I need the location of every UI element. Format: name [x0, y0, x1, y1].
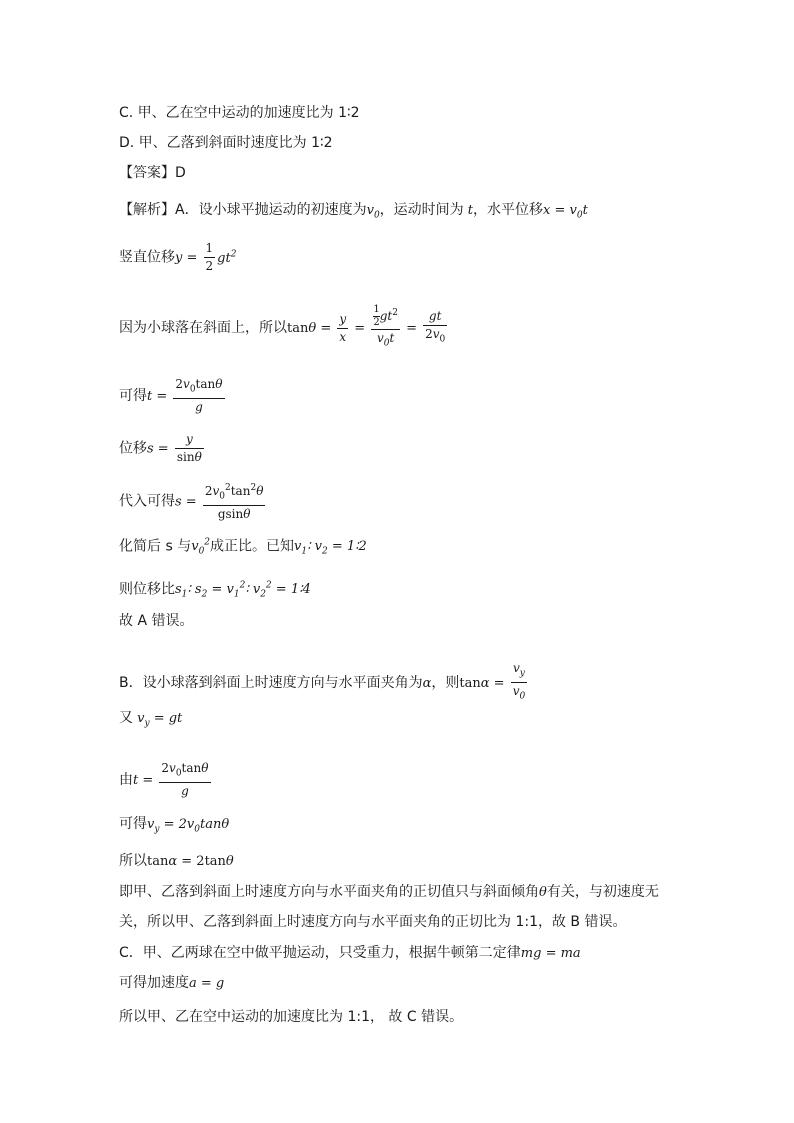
fraction-t: $\frac{2v_0\tan\theta}{g}$ [175, 377, 223, 415]
c-intro-line [119, 943, 581, 964]
b-conclusion-2-text: 关，所以甲、乙落到斜面上时速度方向与水平面夹角的正切比为 1:1，故 B 错误。 [119, 914, 627, 930]
formula-v0: $v_0$ [366, 203, 380, 221]
fraction-y-over-sin: $\frac{y}{\sin\theta}$ [176, 432, 202, 464]
b-conclusion-line-2 [119, 912, 626, 932]
fraction-gt-over-2v0: $\frac{gt}{2v_0}$ [425, 309, 446, 345]
formula-tan-ratio: tanα = 2tanθ [147, 854, 234, 869]
and-vy-text: 又 [119, 710, 133, 726]
answer-tag: 【答案】 [119, 165, 175, 181]
option-d-line [119, 133, 333, 153]
and-vy-line [119, 708, 182, 734]
b-then-text: ，则 [431, 674, 460, 691]
formula-vy-eq-gt: $v_y$ = gt [133, 711, 183, 729]
can-get-t-line [119, 376, 227, 416]
from-t-text: 由 [119, 772, 133, 789]
formula-t-eq-2: t = [133, 773, 158, 789]
simplify-text: 化简后 s 与 [119, 538, 192, 555]
formula-a-eq-g: a = g [189, 976, 225, 991]
fraction-complex: $\frac{1}{2}$ $gt^2$ $v_0t$ [373, 304, 398, 349]
c-conclusion-line [119, 1007, 463, 1027]
because-slope-line: 因为小球落在斜面上，所以tanθ = $\frac{y}{x}$ = $\frac{1}{2}$ $gt^2$ $v_0t$ = $\frac{gt}{2v_0}$ [119, 304, 449, 352]
can-get-t-text: 可得 [119, 388, 147, 405]
substitute-text: 代入可得 [119, 493, 175, 510]
fraction-half: $\frac{1}{2}$ [205, 241, 214, 273]
formula-tan-theta: tanθ = [287, 321, 336, 337]
formula-theta: θ [539, 885, 547, 900]
a-intro-text: A．设小球平抛运动的初速度为 [175, 202, 367, 218]
formula-s-eq-2: s = [175, 494, 201, 510]
formula-alpha: α [422, 675, 432, 691]
b-intro-line [119, 660, 529, 706]
formula-s-eq: s = [147, 441, 173, 457]
vertical-disp-line [119, 240, 236, 275]
from-t-line [119, 760, 213, 800]
displacement-line [119, 431, 206, 466]
formula-mg-eq-ma: mg = ma [520, 946, 581, 961]
analysis-a-intro-line [119, 200, 588, 226]
so-tan-line [119, 851, 234, 872]
formula-v-ratio: $v_1∶$ $v_2$ = 1∶2 [294, 539, 367, 557]
fraction-s: $\frac{2v_0^2\tan^2\theta}{gsin\theta}$ [203, 480, 266, 523]
c-intro-text: C．甲、乙两球在空中做平抛运动，只受重力，根据牛顿第二定律 [119, 945, 521, 961]
so-tan-text: 所以 [119, 853, 147, 869]
a-mid2-text: ，水平位移 [473, 202, 544, 218]
c-conclusion-text: 所以甲、乙在空中运动的加速度比为 1:1， 故 C 错误。 [119, 1009, 464, 1025]
vertical-disp-text: 竖直位移 [119, 249, 175, 266]
can-get-vy-text: 可得 [119, 816, 147, 832]
ratio-disp-line [119, 576, 311, 605]
option-c-text: C. 甲、乙在空中运动的加速度比为 1∶2 [119, 105, 360, 121]
fraction-y-over-x: $\frac{y}{x}$ [339, 311, 347, 344]
analysis-tag: 【解析】 [119, 202, 175, 218]
formula-gt2: $gt^2$ [217, 249, 237, 266]
answer-line [119, 163, 186, 183]
simplify-line [119, 533, 367, 562]
formula-t: t [463, 203, 474, 218]
b-intro-text: B．设小球落到斜面上时速度方向与水平面夹角为 [119, 674, 423, 691]
a-wrong-text: 故 A 错误。 [119, 613, 194, 629]
can-get-vy-line [119, 814, 229, 840]
b-conclusion-line-1 [119, 882, 659, 903]
formula-s-ratio: $s_1∶$ $s_2$ = $v_1^2∶$ $v_2^2$ = 1∶4 [175, 581, 311, 600]
formula-tan-alpha: tanα = [459, 675, 509, 691]
c-accel-line [119, 973, 224, 994]
formula-v0-squared: $v_0^2$ [191, 538, 211, 557]
formula-y-eq: y = [175, 250, 202, 266]
fraction-t-2: $\frac{2v_0\tan\theta}{g}$ [161, 761, 209, 799]
a-mid1-text: ，运动时间为 [379, 202, 464, 218]
substitute-line [119, 480, 267, 523]
option-d-text: D. 甲、乙落到斜面时速度比为 1∶2 [119, 135, 333, 151]
answer-value: D [175, 165, 186, 181]
fraction-vy-over-v0: $\frac{v_y}{v_0}$ [512, 661, 526, 702]
simplify-tail-text: 成正比。已知 [210, 538, 295, 555]
formula-vy-eq: $v_y = 2v_0\tan\theta$ [147, 817, 230, 835]
b-conclusion-1b-text: 有关，与初速度无 [546, 884, 659, 900]
formula-x-eq: $x = v_0t$ [543, 203, 588, 221]
a-wrong-line [119, 611, 193, 631]
formula-t-eq: t = [147, 389, 172, 405]
c-accel-text: 可得加速度 [119, 975, 189, 991]
displacement-text: 位移 [119, 440, 147, 457]
option-c-line [119, 103, 360, 123]
because-slope-text: 因为小球落在斜面上，所以 [119, 320, 287, 337]
b-conclusion-1-text: 即甲、乙落到斜面上时速度方向与水平面夹角的正切值只与斜面倾角 [119, 884, 539, 900]
ratio-disp-text: 则位移比 [119, 581, 175, 598]
